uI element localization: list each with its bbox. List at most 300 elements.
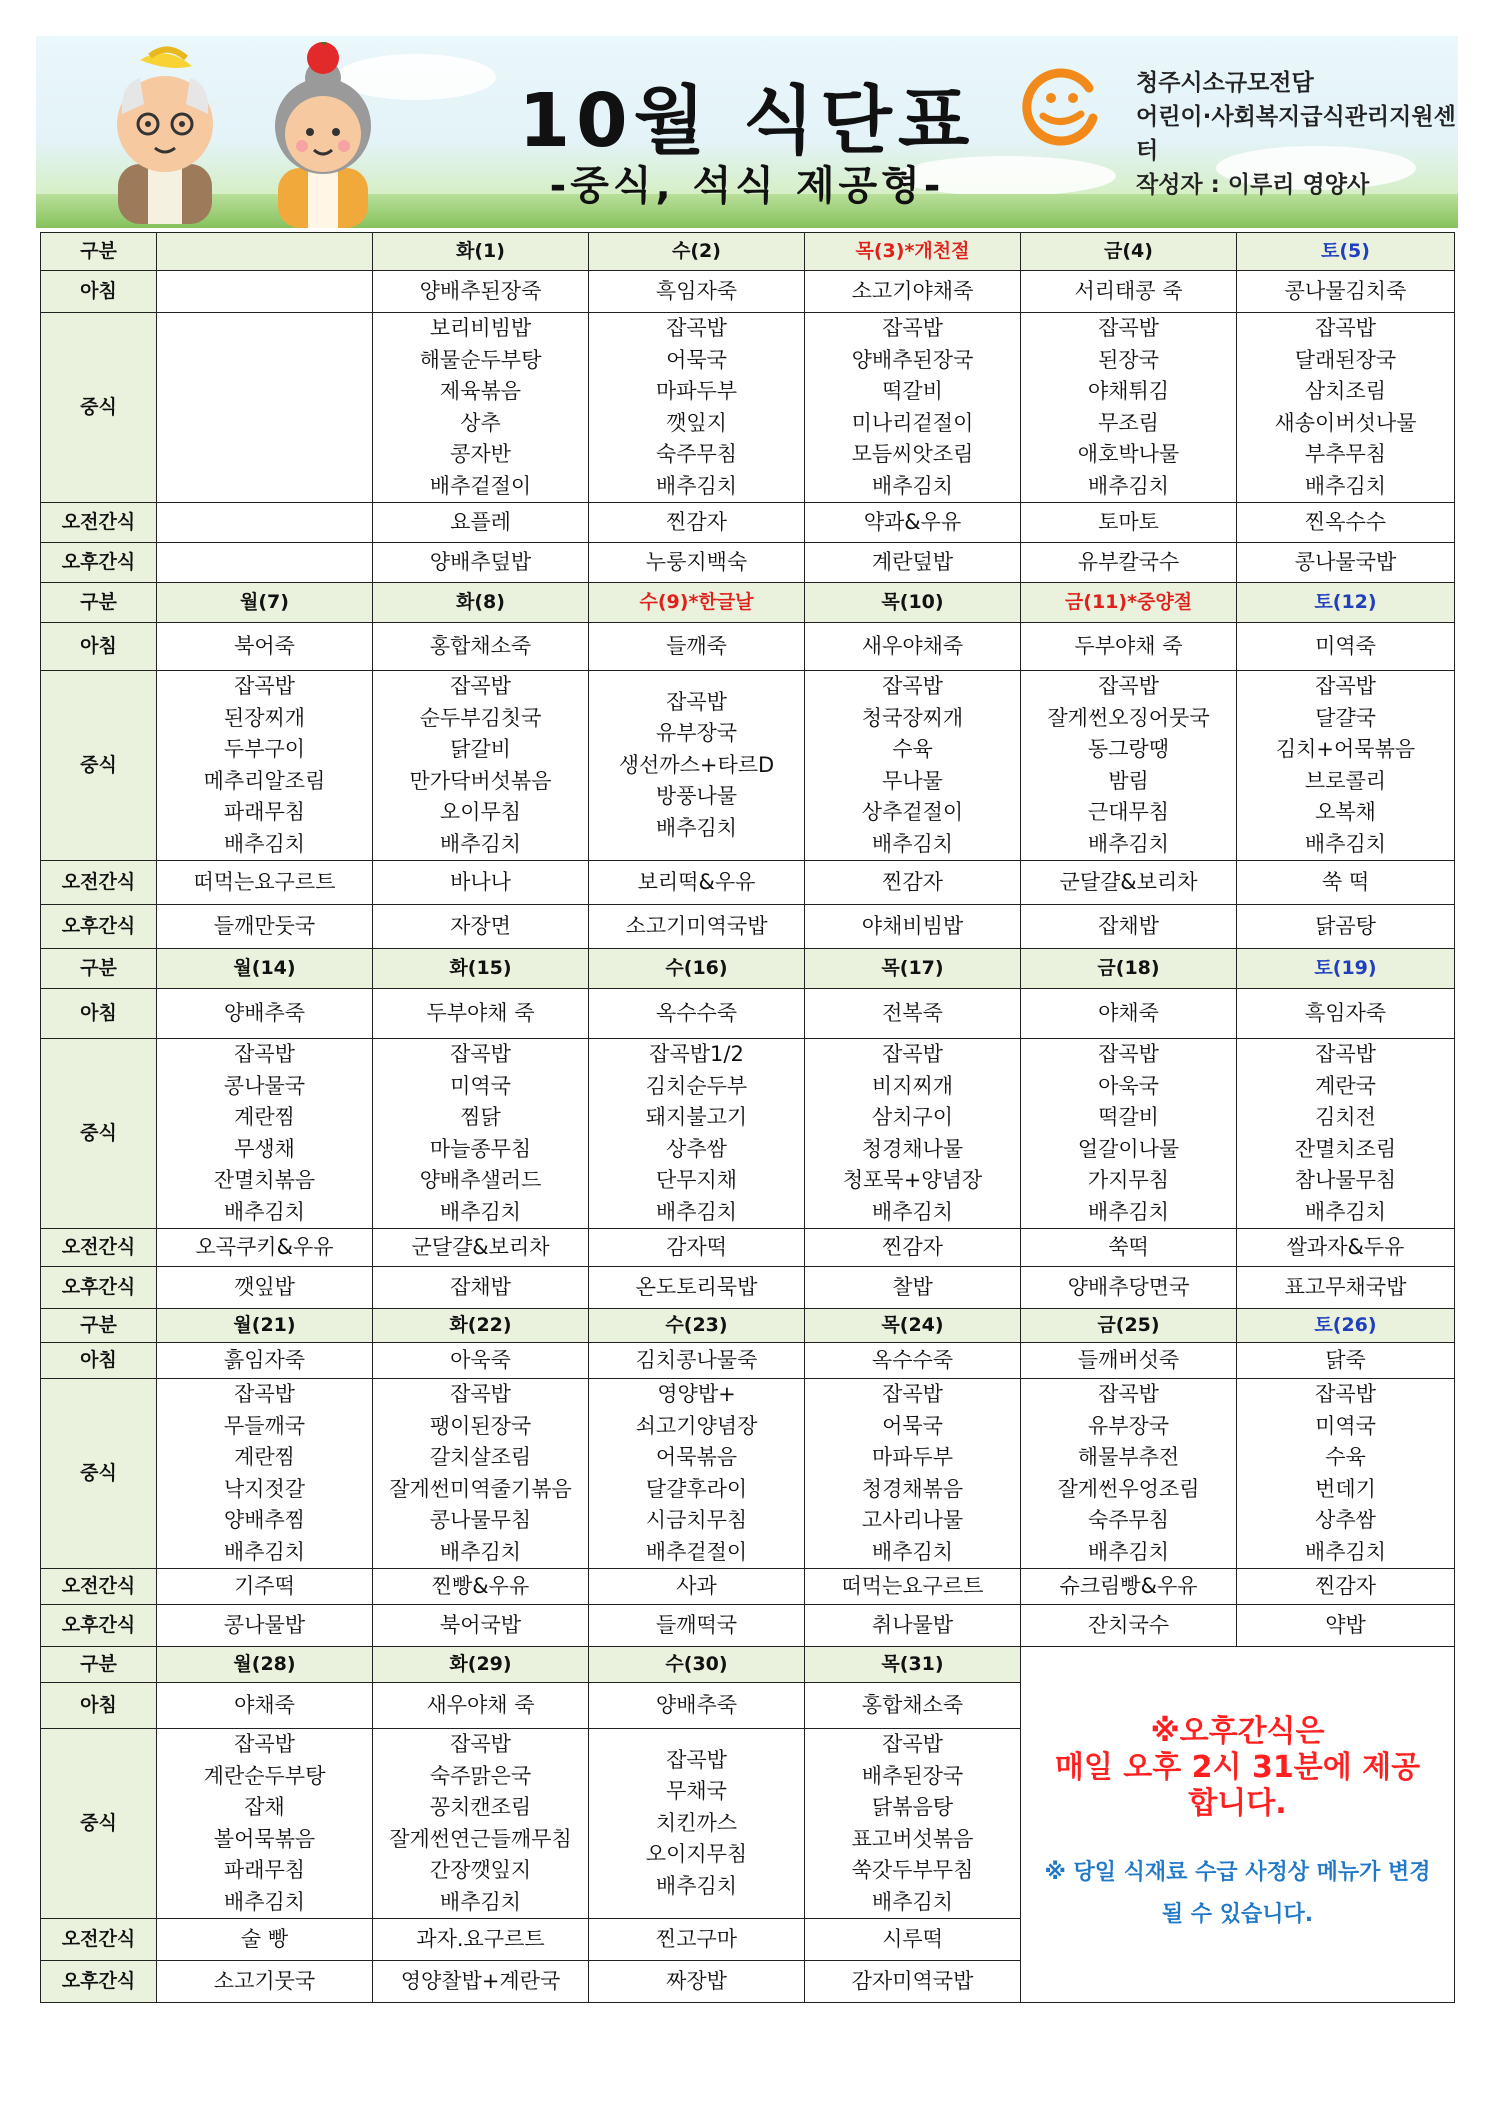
lunch-menu-cell (589, 1039, 805, 1229)
lunch-menu-cell (589, 671, 805, 861)
lunch-item: 표고버섯볶음 (851, 1826, 974, 1851)
lunch-item: 수육 (892, 737, 933, 761)
center-full-name: 어린이·사회복지급식관리지원센터 (1136, 104, 1456, 164)
pm-snack-item: 소고기뭇국 (157, 1961, 373, 2003)
lunch-item: 영양밥+ (657, 1382, 736, 1406)
lunch-item: 야채튀김 (1087, 379, 1170, 403)
lunch-item: 배추김치 (655, 1873, 738, 1898)
lunch-item: 배추겉절이 (429, 473, 532, 498)
lunch-item: 상추쌈 (1315, 1508, 1376, 1532)
lunch-menu-cell (1021, 1039, 1237, 1229)
lunch-item: 잔멸치볶음 (213, 1168, 316, 1192)
category-label: 구분 (41, 233, 157, 271)
lunch-item: 무생채 (234, 1136, 295, 1161)
pm-snack-item: 들깨만둣국 (157, 905, 373, 949)
lunch-menu-cell (805, 1729, 1021, 1919)
lunch-item: 떡갈비 (1098, 1105, 1159, 1129)
lunch-item: 청경채볶음 (861, 1476, 964, 1501)
pm-snack-label: 오후간식 (41, 1605, 157, 1647)
lunch-menu-cell (373, 1379, 589, 1569)
lunch-item: 잡곡밥 (1315, 1042, 1376, 1066)
pm-snack-item: 깻잎밥 (157, 1267, 373, 1309)
lunch-item: 잡곡밥 (882, 1042, 943, 1066)
day-header: 목(24) (805, 1309, 1021, 1343)
breakfast-row (41, 989, 1455, 1039)
lunch-item: 상추쌈 (666, 1136, 727, 1161)
lunch-item: 양배추샐러드 (419, 1168, 542, 1192)
lunch-item: 잡곡밥 (666, 1747, 727, 1772)
lunch-item: 비지찌개 (871, 1073, 954, 1098)
breakfast-item: 두부야채 죽 (373, 989, 589, 1039)
week-header-row (41, 1309, 1455, 1343)
lunch-item: 잡곡밥 (450, 674, 511, 698)
lunch-item: 두부구이 (223, 737, 306, 761)
lunch-item: 배추김치 (655, 473, 738, 498)
lunch-item: 고사리나물 (861, 1508, 964, 1532)
am-snack-item: 찐옥수수 (1237, 503, 1455, 543)
lunch-item: 아욱국 (1098, 1073, 1159, 1098)
day-header: 목(31) (805, 1647, 1021, 1683)
lunch-item: 잡곡밥 (1315, 316, 1376, 340)
lunch-item: 잡곡밥 (882, 1732, 943, 1756)
lunch-item: 계란찜 (234, 1105, 295, 1129)
day-header: 토(19) (1237, 949, 1455, 989)
lunch-row (41, 1379, 1455, 1569)
lunch-item: 잡곡밥 (450, 1382, 511, 1406)
category-label: 구분 (41, 949, 157, 989)
day-header: 월(7) (157, 583, 373, 623)
page-subtitle: -중식, 석식 제공형- (549, 163, 945, 209)
notice-sub (1021, 1852, 1454, 1936)
breakfast-item: 전복죽 (805, 989, 1021, 1039)
notice-line-1: ※오후간식은 (1150, 1713, 1325, 1749)
lunch-item: 배추김치 (439, 831, 522, 856)
category-label: 구분 (41, 583, 157, 623)
lunch-item: 참나물무침 (1294, 1168, 1397, 1192)
day-header: 월(21) (157, 1309, 373, 1343)
breakfast-item: 서리태콩 죽 (1021, 271, 1237, 313)
breakfast-item: 소고기야채죽 (805, 271, 1021, 313)
lunch-item: 마늘종무침 (429, 1136, 532, 1161)
pm-snack-item: 유부칼국수 (1021, 543, 1237, 583)
lunch-item: 간장깻잎지 (429, 1858, 532, 1882)
lunch-item: 쑥갓두부무침 (851, 1858, 974, 1882)
am-snack-item: 술 빵 (157, 1919, 373, 1961)
am-snack-item: 요플레 (373, 503, 589, 543)
lunch-item: 애호박나물 (1077, 442, 1180, 466)
pm-snack-item: 온도토리묵밥 (589, 1267, 805, 1309)
lunch-item: 잡곡밥 (1098, 1042, 1159, 1066)
day-header: 목(3)*개천절 (805, 233, 1021, 271)
am-snack-row (41, 1229, 1455, 1267)
lunch-item: 유부장국 (655, 721, 738, 746)
lunch-item: 삼치조림 (1304, 379, 1387, 403)
lunch-item: 김치전 (1315, 1105, 1376, 1129)
breakfast-item: 야채죽 (157, 1683, 373, 1729)
breakfast-item: 양배추된장죽 (373, 271, 589, 313)
lunch-item: 근대무침 (1087, 800, 1170, 824)
lunch-item: 모듬씨앗조림 (851, 442, 974, 466)
pm-snack-item: 영양찰밥+계란국 (373, 1961, 589, 2003)
lunch-item: 잡곡밥 (1098, 1382, 1159, 1406)
day-header: 화(29) (373, 1647, 589, 1683)
notice-line-2: 매일 오후 2시 31분에 제공 (1054, 1749, 1421, 1785)
day-header: 목(17) (805, 949, 1021, 989)
lunch-item: 삼치구이 (871, 1105, 954, 1129)
pm-snack-item: 표고무채국밥 (1237, 1267, 1455, 1309)
lunch-menu-cell (1237, 1379, 1455, 1569)
am-snack-item: 과자.요구르트 (373, 1919, 589, 1961)
lunch-item: 잡곡밥 (666, 689, 727, 714)
day-header: 금(4) (1021, 233, 1237, 271)
lunch-item: 잡곡밥 (666, 316, 727, 340)
lunch-item: 어묵국 (882, 1413, 943, 1438)
am-snack-label: 오전간식 (41, 1919, 157, 1961)
lunch-item: 배추김치 (1087, 1199, 1170, 1224)
lunch-item: 쇠고기양념장 (635, 1413, 758, 1438)
lunch-item: 파래무침 (223, 800, 306, 824)
lunch-item: 미역국 (1315, 1413, 1376, 1438)
pm-snack-item: 콩나물밥 (157, 1605, 373, 1647)
lunch-item: 상추 (460, 410, 501, 435)
lunch-item: 잡곡밥 (450, 1732, 511, 1756)
lunch-item: 배추김치 (1304, 831, 1387, 856)
pm-snack-label: 오후간식 (41, 1961, 157, 2003)
lunch-item: 잡곡밥 (234, 674, 295, 698)
notice-sub-line-1: ※ 당일 식재료 수급 사정상 메뉴가 변경 (1044, 1859, 1431, 1885)
lunch-item: 어묵국 (666, 347, 727, 372)
lunch-menu-cell (157, 1039, 373, 1229)
lunch-item: 단무지채 (655, 1168, 738, 1192)
author: 작성자 : 이루리 영양사 (1136, 172, 1370, 198)
lunch-item: 잡곡밥 (450, 1042, 511, 1066)
breakfast-item: 새우야채 죽 (373, 1683, 589, 1729)
lunch-item: 깻잎지 (666, 410, 727, 435)
lunch-item: 떡갈비 (882, 379, 943, 403)
lunch-item: 잘게썬미역줄기볶음 (389, 1476, 572, 1501)
am-snack-item: 찐감자 (589, 503, 805, 543)
pm-snack-label: 오후간식 (41, 905, 157, 949)
lunch-item: 배추김치 (1087, 473, 1170, 498)
lunch-item: 유부장국 (1087, 1413, 1170, 1438)
lunch-item: 밤림 (1108, 768, 1149, 793)
breakfast-item: 김치콩나물죽 (589, 1343, 805, 1379)
lunch-item: 마파두부 (655, 379, 738, 403)
lunch-item: 잡채 (244, 1795, 285, 1819)
lunch-item: 달걀후라이 (645, 1476, 748, 1501)
lunch-item: 상추겉절이 (861, 800, 964, 824)
lunch-item: 해물순두부탕 (419, 347, 542, 372)
lunch-menu-cell (157, 313, 373, 503)
pm-snack-item: 계란덮밥 (805, 543, 1021, 583)
pm-snack-item: 취나물밥 (805, 1605, 1021, 1647)
lunch-item: 청국장찌개 (861, 705, 964, 730)
breakfast-label: 아침 (41, 1683, 157, 1729)
lunch-item: 배추김치 (1087, 1539, 1170, 1564)
lunch-row (41, 1039, 1455, 1229)
lunch-item: 돼지불고기 (645, 1105, 748, 1129)
am-snack-item: 찐고구마 (589, 1919, 805, 1961)
lunch-label: 중식 (41, 671, 157, 861)
lunch-item: 새송이버섯나물 (1274, 410, 1417, 435)
lunch-item: 청포묵+양념장 (842, 1168, 983, 1192)
week-header-row (41, 949, 1455, 989)
lunch-item: 잡곡밥 (1098, 674, 1159, 698)
lunch-item: 배추김치 (1087, 831, 1170, 856)
lunch-item: 배추김치 (871, 1539, 954, 1564)
lunch-item: 수육 (1325, 1445, 1366, 1469)
lunch-menu-cell (805, 313, 1021, 503)
pm-snack-row (41, 543, 1455, 583)
lunch-menu-cell (805, 1379, 1021, 1569)
lunch-item: 무조림 (1098, 410, 1159, 435)
lunch-item: 잡곡밥 (234, 1042, 295, 1066)
pm-snack-row (41, 1605, 1455, 1647)
lunch-item: 배추김치 (871, 473, 954, 498)
category-label: 구분 (41, 1647, 157, 1683)
lunch-row (41, 313, 1455, 503)
pm-snack-item: 잡채밥 (373, 1267, 589, 1309)
pm-snack-item: 감자미역국밥 (805, 1961, 1021, 2003)
am-snack-item: 약과&우유 (805, 503, 1021, 543)
lunch-menu-cell (157, 1379, 373, 1569)
lunch-item: 무채국 (666, 1779, 727, 1804)
pm-snack-label: 오후간식 (41, 543, 157, 583)
lunch-item: 배추김치 (871, 1889, 954, 1914)
lunch-menu-cell (1237, 1039, 1455, 1229)
breakfast-item: 닭죽 (1237, 1343, 1455, 1379)
lunch-label: 중식 (41, 1379, 157, 1569)
am-snack-item: 군달걀&보리차 (1021, 861, 1237, 905)
lunch-menu-cell (805, 671, 1021, 861)
breakfast-label: 아침 (41, 271, 157, 313)
pm-snack-item: 소고기미역국밥 (589, 905, 805, 949)
day-header: 수(16) (589, 949, 805, 989)
lunch-item: 브로콜리 (1304, 768, 1387, 793)
day-header: 월(28) (157, 1647, 373, 1683)
pm-snack-item: 잔치국수 (1021, 1605, 1237, 1647)
breakfast-item: 콩나물김치죽 (1237, 271, 1455, 313)
lunch-item: 김치순두부 (645, 1073, 748, 1098)
breakfast-item: 새우야채죽 (805, 623, 1021, 671)
lunch-item: 잡곡밥1/2 (649, 1042, 744, 1066)
pm-snack-item: 자장면 (373, 905, 589, 949)
lunch-menu-cell (373, 1729, 589, 1919)
lunch-item: 무나물 (882, 768, 943, 793)
pm-snack-item: 찰밥 (805, 1267, 1021, 1309)
am-snack-item: 보리떡&우유 (589, 861, 805, 905)
pm-snack-item (157, 543, 373, 583)
lunch-item: 미나리겉절이 (851, 410, 974, 435)
day-header: 금(11)*중양절 (1021, 583, 1237, 623)
lunch-item: 잡곡밥 (234, 1382, 295, 1406)
breakfast-item: 옥수수죽 (589, 989, 805, 1039)
lunch-item: 배추김치 (1304, 1199, 1387, 1224)
lunch-item: 방풍나물 (655, 784, 738, 809)
lunch-item: 보리비빔밥 (429, 316, 532, 340)
week-header-row (41, 583, 1455, 623)
notice-sub-line-2: 될 수 있습니다. (1161, 1901, 1314, 1927)
breakfast-item: 북어죽 (157, 623, 373, 671)
am-snack-item: 바나나 (373, 861, 589, 905)
breakfast-item: 야채죽 (1021, 989, 1237, 1039)
pm-snack-row (41, 1267, 1455, 1309)
breakfast-item: 미역죽 (1237, 623, 1455, 671)
breakfast-item: 흑임자죽 (1237, 989, 1455, 1039)
day-header: 화(15) (373, 949, 589, 989)
breakfast-item: 양배추죽 (589, 1683, 805, 1729)
am-snack-item: 기주떡 (157, 1569, 373, 1605)
lunch-item: 배추김치 (871, 1199, 954, 1224)
lunch-item: 배추김치 (439, 1539, 522, 1564)
lunch-item: 잡곡밥 (1098, 316, 1159, 340)
lunch-item: 달래된장국 (1294, 347, 1397, 372)
center-name: 청주시소규모전담 (1136, 70, 1314, 96)
lunch-item: 파래무침 (223, 1858, 306, 1882)
lunch-item: 잡곡밥 (882, 316, 943, 340)
lunch-item: 순두부김칫국 (419, 705, 542, 730)
day-header: 금(18) (1021, 949, 1237, 989)
lunch-item: 배추김치 (1304, 473, 1387, 498)
lunch-item: 가지무침 (1087, 1168, 1170, 1192)
lunch-item: 달걀국 (1315, 705, 1376, 730)
lunch-item: 배추김치 (1304, 1539, 1387, 1564)
am-snack-item: 찐감자 (1237, 1569, 1455, 1605)
lunch-item: 잘게썬우엉조림 (1057, 1476, 1200, 1501)
lunch-item: 메추리알조림 (203, 768, 326, 793)
am-snack-item: 토마토 (1021, 503, 1237, 543)
day-header: 토(26) (1237, 1309, 1455, 1343)
lunch-label: 중식 (41, 1729, 157, 1919)
lunch-label: 중식 (41, 313, 157, 503)
lunch-item: 숙주무침 (655, 442, 738, 466)
lunch-menu-cell (805, 1039, 1021, 1229)
day-header: 토(5) (1237, 233, 1455, 271)
pm-snack-item: 북어국밥 (373, 1605, 589, 1647)
am-snack-row (41, 1569, 1455, 1605)
breakfast-row (41, 1343, 1455, 1379)
lunch-item: 된장찌개 (223, 705, 306, 730)
am-snack-item: 슈크림빵&우유 (1021, 1569, 1237, 1605)
breakfast-item: 흙임자죽 (157, 1343, 373, 1379)
lunch-item: 잡곡밥 (234, 1732, 295, 1756)
lunch-menu-cell (373, 1039, 589, 1229)
lunch-item: 닭볶음탕 (871, 1795, 954, 1819)
lunch-item: 숙주맑은국 (429, 1763, 532, 1788)
lunch-item: 배추김치 (223, 831, 306, 856)
lunch-item: 낙지젓갈 (223, 1476, 306, 1501)
am-snack-item (157, 503, 373, 543)
day-header: 화(1) (373, 233, 589, 271)
breakfast-label: 아침 (41, 623, 157, 671)
lunch-item: 콩자반 (450, 442, 511, 466)
lunch-row (41, 671, 1455, 861)
am-snack-item: 찐감자 (805, 861, 1021, 905)
lunch-item: 김치+어묵볶음 (1275, 737, 1416, 761)
lunch-item: 콩나물국 (223, 1073, 306, 1098)
pm-snack-item: 약밥 (1237, 1605, 1455, 1647)
breakfast-item: 옥수수죽 (805, 1343, 1021, 1379)
day-header (157, 233, 373, 271)
breakfast-row (41, 623, 1455, 671)
breakfast-item: 흑임자죽 (589, 271, 805, 313)
day-header: 화(8) (373, 583, 589, 623)
lunch-item: 부추무침 (1304, 442, 1387, 466)
lunch-item: 오복채 (1315, 800, 1376, 824)
breakfast-row (41, 271, 1455, 313)
lunch-item: 미역국 (450, 1073, 511, 1098)
lunch-item: 찜닭 (460, 1105, 501, 1129)
breakfast-item: 아욱죽 (373, 1343, 589, 1379)
am-snack-label: 오전간식 (41, 861, 157, 905)
lunch-item: 콩나물무침 (429, 1508, 532, 1532)
day-header: 수(9)*한글날 (589, 583, 805, 623)
lunch-item: 배추김치 (439, 1889, 522, 1914)
breakfast-label: 아침 (41, 989, 157, 1039)
am-snack-item: 쌀과자&두유 (1237, 1229, 1455, 1267)
lunch-menu-cell (589, 1729, 805, 1919)
lunch-menu-cell (157, 1729, 373, 1919)
lunch-item: 계란국 (1315, 1073, 1376, 1098)
lunch-menu-cell (1021, 1379, 1237, 1569)
lunch-item: 팽이된장국 (429, 1413, 532, 1438)
lunch-label: 중식 (41, 1039, 157, 1229)
lunch-item: 양배추찜 (223, 1508, 306, 1532)
breakfast-item: 홍합채소죽 (805, 1683, 1021, 1729)
lunch-item: 어묵볶음 (655, 1445, 738, 1469)
am-snack-label: 오전간식 (41, 1569, 157, 1605)
center-info (1136, 66, 1458, 202)
day-header: 월(14) (157, 949, 373, 989)
lunch-item: 배추김치 (223, 1539, 306, 1564)
lunch-menu-cell (1237, 313, 1455, 503)
breakfast-item: 양배추죽 (157, 989, 373, 1039)
am-snack-item: 오곡쿠키&우유 (157, 1229, 373, 1267)
lunch-item: 제육볶음 (439, 379, 522, 403)
am-snack-item: 사과 (589, 1569, 805, 1605)
am-snack-row (41, 861, 1455, 905)
pm-snack-row (41, 905, 1455, 949)
am-snack-item: 떠먹는요구르트 (805, 1569, 1021, 1605)
lunch-item: 잡곡밥 (1315, 674, 1376, 698)
am-snack-item: 쑥 떡 (1237, 861, 1455, 905)
lunch-item: 배추김치 (655, 1199, 738, 1224)
lunch-item: 무들깨국 (223, 1413, 306, 1438)
lunch-item: 청경채나물 (861, 1136, 964, 1161)
lunch-menu-cell (1021, 313, 1237, 503)
am-snack-item: 쑥떡 (1021, 1229, 1237, 1267)
day-header: 금(25) (1021, 1309, 1237, 1343)
lunch-item: 잘게썬오징어뭇국 (1047, 705, 1210, 730)
lunch-menu-cell (1237, 671, 1455, 861)
lunch-item: 얼갈이나물 (1077, 1136, 1180, 1161)
lunch-item: 번데기 (1315, 1476, 1376, 1501)
lunch-item: 볼어묵볶음 (213, 1826, 316, 1851)
lunch-menu-cell (1021, 671, 1237, 861)
day-header: 수(30) (589, 1647, 805, 1683)
am-snack-row (41, 503, 1455, 543)
breakfast-label: 아침 (41, 1343, 157, 1379)
am-snack-label: 오전간식 (41, 503, 157, 543)
lunch-item: 생선까스+타르D (618, 752, 775, 777)
pm-snack-item: 양배추당면국 (1021, 1267, 1237, 1309)
am-snack-label: 오전간식 (41, 1229, 157, 1267)
pm-snack-item: 콩나물국밥 (1237, 543, 1455, 583)
lunch-item: 계란순두부탕 (203, 1763, 326, 1788)
notice-box (1021, 1647, 1455, 2003)
breakfast-item (157, 271, 373, 313)
am-snack-item: 찐감자 (805, 1229, 1021, 1267)
